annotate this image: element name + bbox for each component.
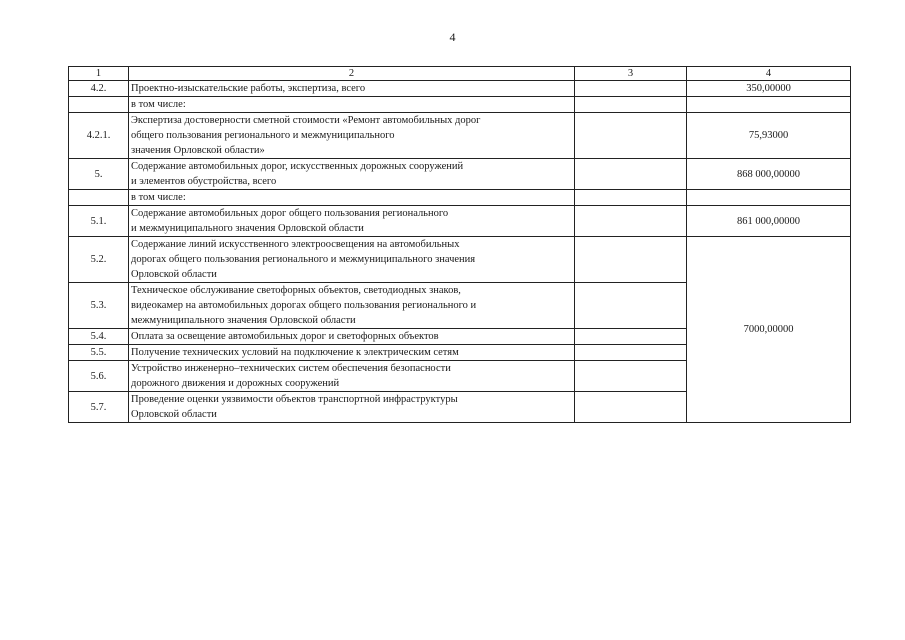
row-amount: 75,93000 <box>687 113 851 159</box>
row-col3 <box>575 97 687 113</box>
header-col-1: 1 <box>69 67 129 81</box>
row-col3 <box>575 190 687 206</box>
description-line: Содержание автомобильных дорог общего пользования регионального <box>131 208 449 219</box>
header-col-3: 3 <box>575 67 687 81</box>
row-col3 <box>575 81 687 97</box>
description-line: дорогах общего пользования регионального и межмуниципального значения <box>131 254 476 265</box>
description-line: Экспертиза достоверности сметной стоимости «Ремонт автомобильных дорог <box>131 115 481 126</box>
row-col3 <box>575 159 687 190</box>
row-col3 <box>575 283 687 329</box>
row-col3 <box>575 345 687 361</box>
row-number: 4.2.1. <box>69 113 129 159</box>
description-line: дорожного движения и дорожных сооружений <box>131 378 340 389</box>
description-line: межмуниципального значения Орловской области <box>131 315 356 326</box>
description-line: Орловской области <box>131 269 217 280</box>
description-line: Содержание линий искусственного электроосвещения на автомобильных <box>131 239 460 250</box>
description-line: Устройство инженерно–технических систем обеспечения безопасности <box>131 363 451 374</box>
row-number: 5. <box>69 159 129 190</box>
header-col-2: 2 <box>129 67 575 81</box>
description-line: общего пользования регионального и межмуниципального <box>131 130 395 141</box>
description-line: в том числе: <box>131 192 186 203</box>
row-number <box>69 97 129 113</box>
header-row <box>69 67 851 81</box>
row-col3 <box>575 206 687 237</box>
description-line: Содержание автомобильных дорог, искусственных дорожных сооружений <box>131 161 464 172</box>
row-number: 5.4. <box>69 329 129 345</box>
row-description <box>129 190 575 206</box>
row-description <box>129 159 575 190</box>
table-row <box>69 159 851 190</box>
description-line: и элементов обустройства, всего <box>131 176 277 187</box>
row-description <box>129 97 575 113</box>
merged-amount: 7000,00000 <box>687 237 851 423</box>
row-col3 <box>575 361 687 392</box>
row-col3 <box>575 329 687 345</box>
page-number: 4 <box>449 30 456 44</box>
row-number: 5.7. <box>69 392 129 423</box>
header-col-4: 4 <box>687 67 851 81</box>
row-number: 5.2. <box>69 237 129 283</box>
description-line: Оплата за освещение автомобильных дорог и светофорных объектов <box>131 331 439 342</box>
row-description <box>129 81 575 97</box>
row-description <box>129 345 575 361</box>
budget-table <box>68 66 851 423</box>
description-line: в том числе: <box>131 99 186 110</box>
row-description <box>129 329 575 345</box>
row-number: 5.6. <box>69 361 129 392</box>
row-description <box>129 392 575 423</box>
table-row <box>69 206 851 237</box>
row-number: 5.3. <box>69 283 129 329</box>
row-number: 5.1. <box>69 206 129 237</box>
row-amount: 861 000,00000 <box>687 206 851 237</box>
description-line: и межмуниципального значения Орловской области <box>131 223 364 234</box>
row-description <box>129 237 575 283</box>
row-number: 5.5. <box>69 345 129 361</box>
table-row <box>69 190 851 206</box>
row-description <box>129 113 575 159</box>
row-number <box>69 190 129 206</box>
table-row <box>69 81 851 97</box>
table-row <box>69 237 851 283</box>
row-col3 <box>575 113 687 159</box>
row-description <box>129 283 575 329</box>
row-amount: 868 000,00000 <box>687 159 851 190</box>
row-amount <box>687 190 851 206</box>
description-line: Получение технических условий на подключение к электрическим сетям <box>131 347 459 358</box>
description-line: значения Орловской области» <box>131 145 265 156</box>
row-description <box>129 361 575 392</box>
row-col3 <box>575 392 687 423</box>
description-line: Проектно-изыскательские работы, экспертиза, всего <box>131 83 366 94</box>
row-number: 4.2. <box>69 81 129 97</box>
description-line: Проведение оценки уязвимости объектов транспортной инфраструктуры <box>131 394 458 405</box>
description-line: Орловской области <box>131 409 217 420</box>
table-row <box>69 97 851 113</box>
row-amount <box>687 97 851 113</box>
row-description <box>129 206 575 237</box>
description-line: видеокамер на автомобильных дорогах общего пользования регионального и <box>131 300 477 311</box>
table-row <box>69 113 851 159</box>
row-col3 <box>575 237 687 283</box>
row-amount: 350,00000 <box>687 81 851 97</box>
description-line: Техническое обслуживание светофорных объектов, светодиодных знаков, <box>131 285 461 296</box>
